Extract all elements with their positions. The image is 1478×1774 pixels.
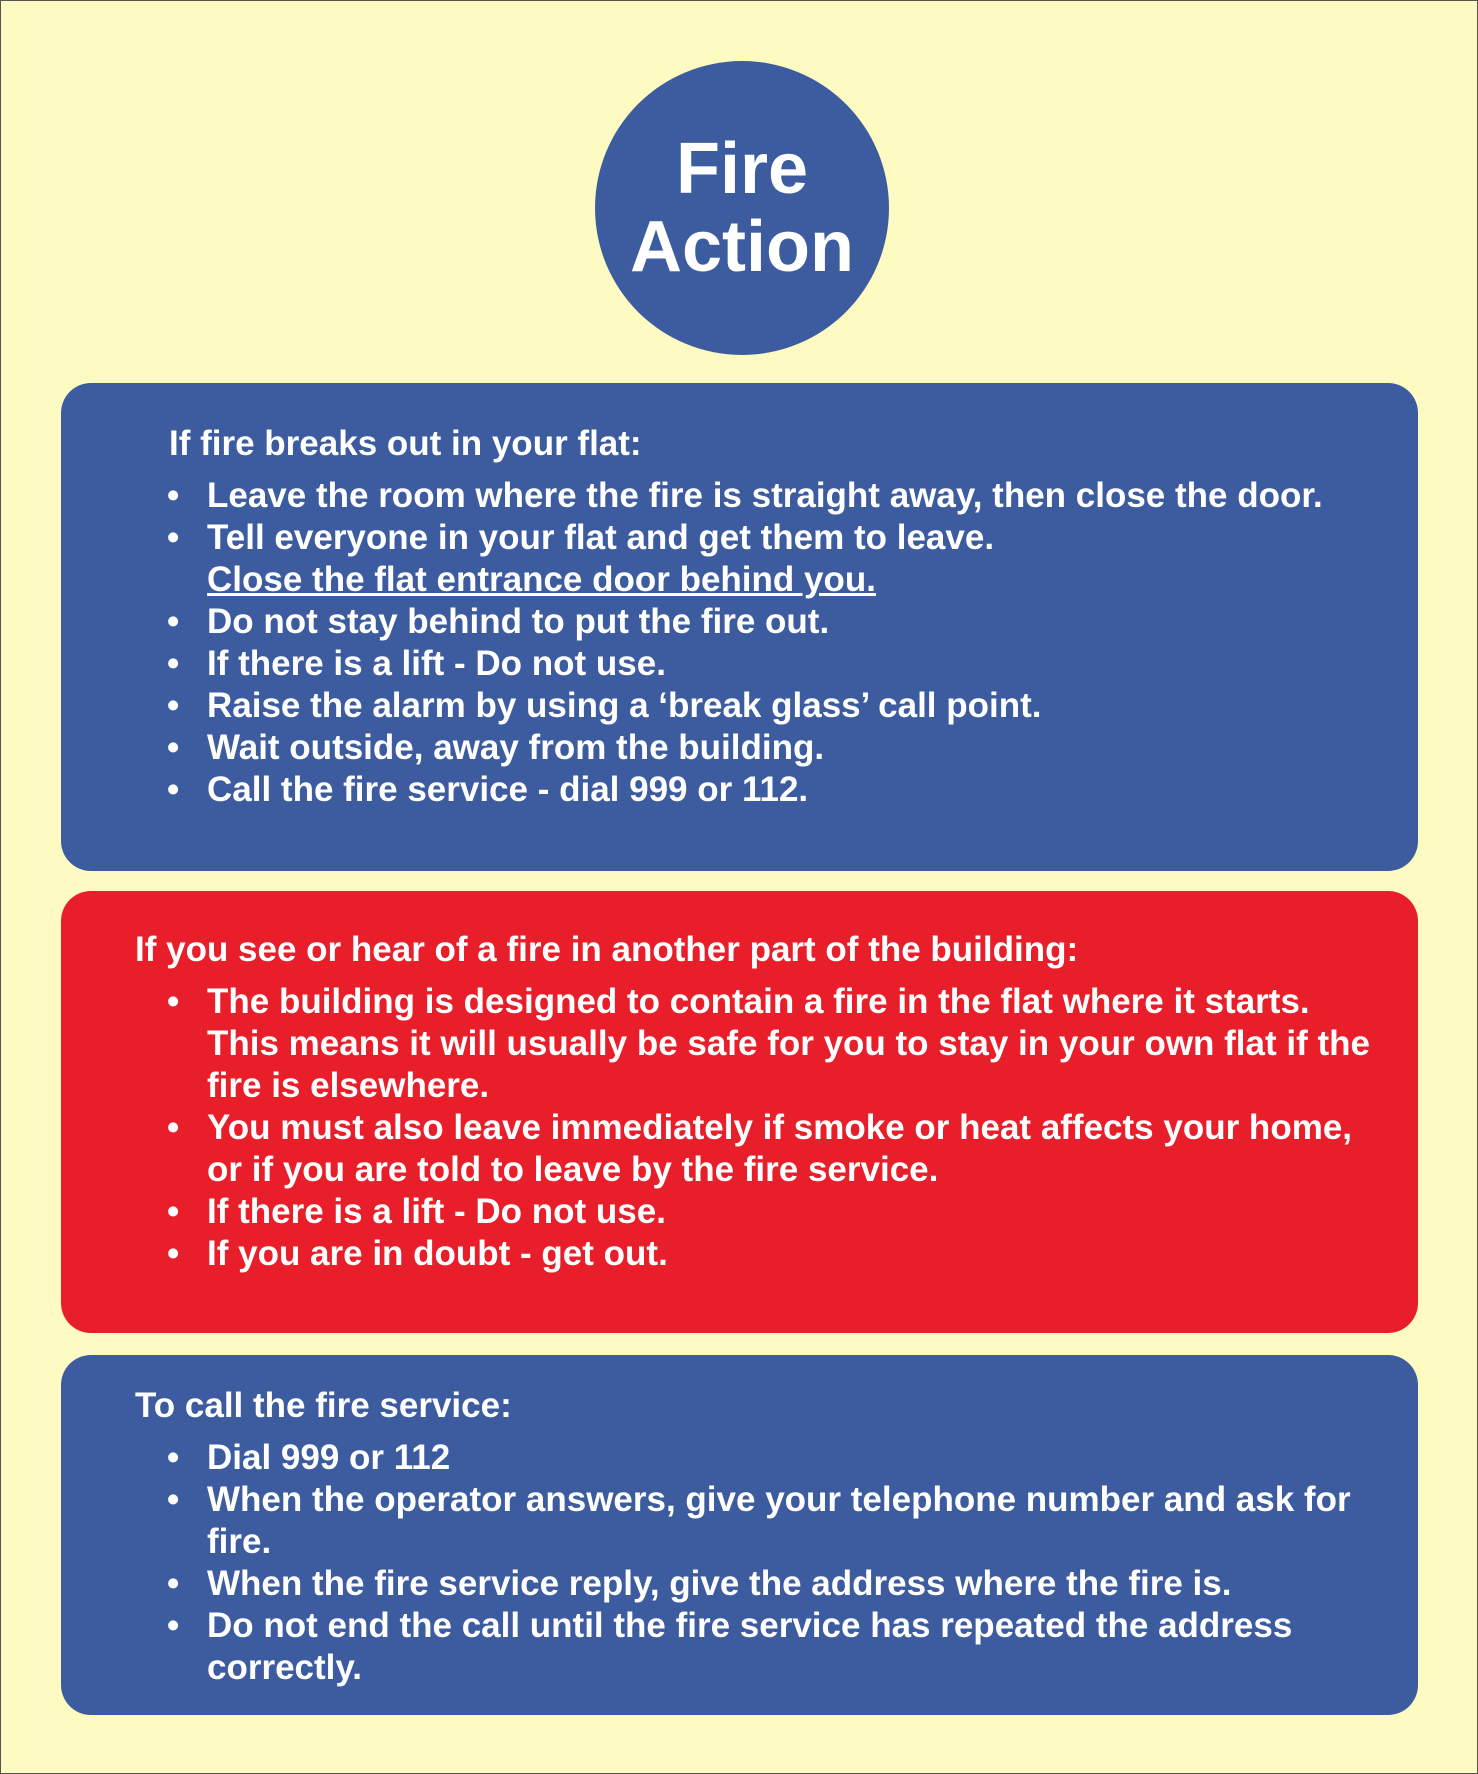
list-item: • If you are in doubt - get out.	[167, 1234, 668, 1273]
list-item: • Raise the alarm by using a ‘break glass’ call point.	[167, 686, 1042, 725]
bullet-icon: •	[167, 1480, 180, 1519]
section-fire-in-flat	[61, 383, 1418, 871]
instruction-list	[61, 1437, 1378, 1689]
list-item: • Leave the room where the fire is straight away, then close the door.	[167, 476, 1323, 515]
bullet-icon: •	[167, 770, 180, 809]
list-item: • If there is a lift - Do not use.	[167, 1192, 666, 1231]
bullet-icon: •	[167, 686, 180, 725]
title-line-2: Action	[630, 207, 854, 287]
bullet-icon: •	[167, 1606, 180, 1645]
list-item: • Wait outside, away from the building.	[167, 728, 825, 767]
section-heading: If fire breaks out in your flat:	[169, 424, 642, 463]
bullet-icon: •	[167, 1234, 180, 1273]
list-item: • Tell everyone in your flat and get them to leave. Close the flat entrance door behind you.	[167, 518, 995, 599]
bullet-icon: •	[167, 1564, 180, 1603]
list-item: • When the operator answers, give your telephone number and ask for fire.	[167, 1480, 1351, 1561]
list-item: • When the fire service reply, give the address where the fire is.	[167, 1564, 1232, 1603]
list-item: • Dial 999 or 112	[167, 1438, 451, 1477]
section-heading: To call the fire service:	[135, 1386, 512, 1425]
bullet-icon: •	[167, 602, 180, 641]
instruction-list	[61, 475, 1368, 811]
list-item: • The building is designed to contain a fire in the flat where it starts. This means it will usually be safe for you to stay in your own flat if the fire is elsewhere.	[167, 982, 1370, 1105]
bullet-icon: •	[167, 1108, 180, 1147]
bullet-icon: •	[167, 982, 180, 1021]
section-call-fire-service	[61, 1355, 1418, 1715]
instruction-list	[61, 981, 1378, 1275]
section-fire-elsewhere	[61, 891, 1418, 1333]
bullet-icon: •	[167, 1192, 180, 1231]
list-item: • If there is a lift - Do not use.	[167, 644, 666, 683]
bullet-icon: •	[167, 728, 180, 767]
list-item: • Do not stay behind to put the fire out.	[167, 602, 830, 641]
bullet-icon: •	[167, 644, 180, 683]
underlined-instruction: Close the flat entrance door behind you.	[207, 560, 876, 599]
list-item: • Do not end the call until the fire service has repeated the address correctly.	[167, 1606, 1293, 1687]
bullet-icon: •	[167, 476, 180, 515]
title-badge	[595, 61, 889, 355]
bullet-icon: •	[167, 1438, 180, 1477]
list-item: • Call the fire service - dial 999 or 112.	[167, 770, 809, 809]
bullet-icon: •	[167, 518, 180, 557]
title-line-1: Fire	[675, 129, 809, 209]
list-item: • You must also leave immediately if smoke or heat affects your home, or if you are told to leave by the fire service.	[167, 1108, 1353, 1189]
section-heading: If you see or hear of a fire in another part of the building:	[135, 930, 1079, 969]
